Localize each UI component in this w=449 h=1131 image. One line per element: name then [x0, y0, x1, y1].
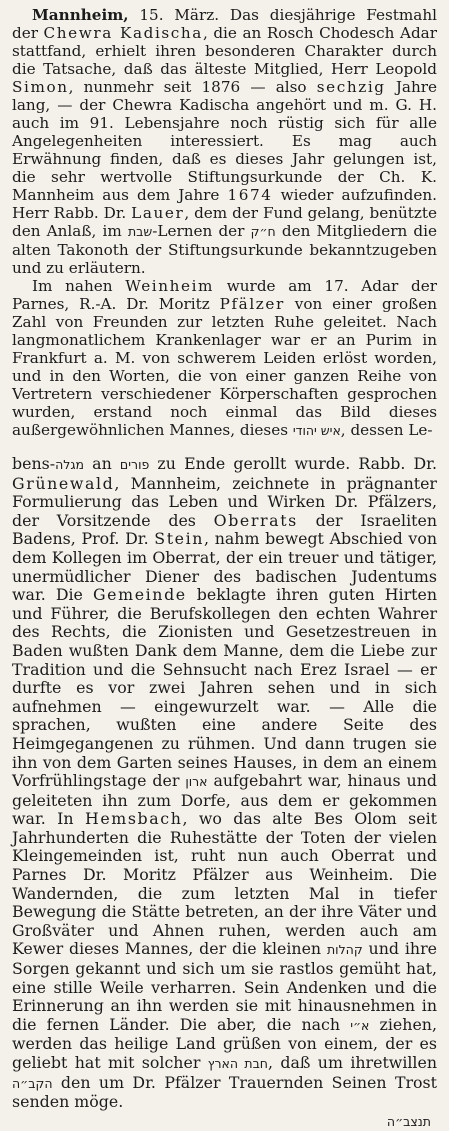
text-run: Das diesjährige Festmahl der [12, 6, 437, 42]
hebrew-word: קהלות [326, 942, 363, 958]
text-run: , daß um ihretwillen [267, 1053, 437, 1072]
text-run: den Mitgliedern die alten Takonoth der Stiftungsurkunde bekanntzugeben und zu erläutern. [12, 222, 437, 277]
emphasis-year: 1674 [227, 186, 273, 204]
column-break [12, 446, 437, 447]
text-run: und ihre Sorgen gekannt und sich um sie rastlos gemüht hat, eine stille Weile verharren. Sein Andenken und die Erinnerung an ihn werden sie mit hinausnehmen in die fernen Länder. Die aber, die nach [12, 939, 437, 1034]
paragraph-weinheim [12, 277, 437, 440]
society-name: Chewra Kadischa [43, 24, 203, 42]
text-run: Im nahen [32, 277, 126, 295]
hebrew-phrase: חבת הארץ [207, 1056, 268, 1071]
hebrew-phrase: איש יהודי [292, 423, 341, 438]
village-name: Hemsbach [84, 809, 183, 829]
person-name: Grünewald [12, 473, 115, 493]
emphasis-word: sechzig [316, 78, 386, 96]
text-run: den um Dr. Pfälzer Trauernden Seinen Trost senden möge. [12, 1072, 437, 1112]
text-run: aufgebahrt war, hinaus und geleiteten ihn zum Dorfe, aus dem er gekommen war. In [12, 771, 437, 829]
hebrew-word: מגלה [55, 457, 85, 472]
text-run: an [84, 454, 120, 473]
community-word: Gemeinde [92, 585, 187, 605]
text-run: Jahre lang, — der Chewra Kadischa angehört und m. G. H. auch im 91. Lebensjahre noch rüstig sich für alle Angelegenheiten interessiert. Es mag auch Erwähnung finden, daß es dieses Jahr gelungen ist, die sehr wertvolle Stiftungsurkunde der Ch. K. Mannheim aus dem Jahre [12, 78, 437, 204]
hebrew-word: ארון [185, 774, 208, 790]
closing-blessing [12, 1112, 437, 1131]
town-name: Weinheim [125, 277, 215, 295]
hebrew-word: ח״ק [250, 224, 276, 239]
person-name: Simon [12, 78, 69, 96]
text-run: ziehen, werden das heilige Land grüßen von einem, der es geliebt hat mit solcher [12, 1014, 437, 1072]
text-run: , wo das alte Bes Olom seit Jahrhunderten die Ruhestätte der Toten der vielen Kleingemeinden ist, ruht nun auch Oberrat und Parnes Dr. Moritz Pfälzer aus Weinheim. Die Wandernden, die zum letzten Mal in tiefer Bewegung die Stätte betreten, an der ihre Väter und Großväter und Ahnen ruhen, werden auch am Kewer dieses Mannes, der die kleinen [12, 809, 437, 959]
paragraph-continuation [12, 455, 437, 1112]
hebrew-word: שבת [127, 224, 153, 239]
hebrew-word: א״י [350, 1017, 370, 1033]
dateline-place: Mannheim, [32, 6, 129, 24]
text-run: der Israeliten Badens, Prof. Dr. [12, 510, 437, 549]
hebrew-abbreviation: תנצב״ה [386, 1113, 431, 1129]
text-run: , die an Rosch Chodesch Adar stattfand, erhielt ihren besonderen Charakter durch die Tatsache, daß das älteste Mitglied, Herr Leopold [12, 24, 437, 78]
text-run: , Mannheim, zeichnete in prägnanter Formulierung das Leben und Wirken Dr. Pfälzers, der Vorsitzende des [12, 473, 437, 530]
council-name: Oberrats [213, 510, 298, 530]
person-name: Stein [154, 529, 205, 549]
text-run: von einer großen Zahl von Freunden zur letzten Ruhe geleitet. Nach langmonatlichem Krankenlager war er an Purim in Frankfurt a. M. von schwerem Leiden erlöst worden, und in den Worten, die von einer ganzen Reihe von Vertretern verschiedener Körperschaften gesprochen wurden, erstand noch einmal das Bild dieses außergewöhnlichen Mannes, dieses [12, 295, 437, 439]
text-run: wieder aufzufinden. Herr Rabb. Dr. [12, 186, 437, 222]
hebrew-word: הקב״ה [12, 1075, 53, 1091]
paragraph-mannheim [12, 6, 437, 277]
text-run: bens- [12, 454, 56, 473]
text-run: , nahm bewegt Abschied von dem Kollegen im Oberrat, der ein treuer und tätiger, unermüdlicher Diener des badischen Judentums war. Die [12, 529, 437, 605]
text-run: , nunmehr seit 1876 — also [68, 78, 317, 96]
text-run: zu Ende gerollt wurde. Rabb. Dr. [149, 454, 437, 473]
hebrew-word: פורים [119, 457, 150, 472]
text-run: wurde am 17. Adar der Parnes, R.-A. Dr. Moritz [12, 277, 437, 313]
text-run: -Lernen der [152, 222, 251, 240]
person-name: Lauer [131, 204, 185, 222]
text-run: beklagte ihren guten Hirten und Führer, die Berufskollegen den echten Wahrer des Rechts, die Zionisten und Gesetzestreuen in Baden wußten Dank dem Manne, dem die Liebe zur Tradition und die Sehnsucht nach Erez Israel — er durfte es vor zwei Jahren sehen und in sich aufnehmen — eingewurzelt war. — Alle die sprachen, wußten eine andere Seite des Heimgegangenen zu rühmen. Und dann trugen sie ihn von dem Garten seines Hauses, in dem an einem Vorfrühlingstage der [12, 585, 437, 791]
person-name: Pfälzer [219, 295, 285, 313]
text-run: , dem der Fund gelang, benützte den Anlaß, im [12, 204, 437, 240]
text-run: , dessen Le- [340, 421, 433, 439]
dateline-date: 15. März. [128, 6, 220, 24]
